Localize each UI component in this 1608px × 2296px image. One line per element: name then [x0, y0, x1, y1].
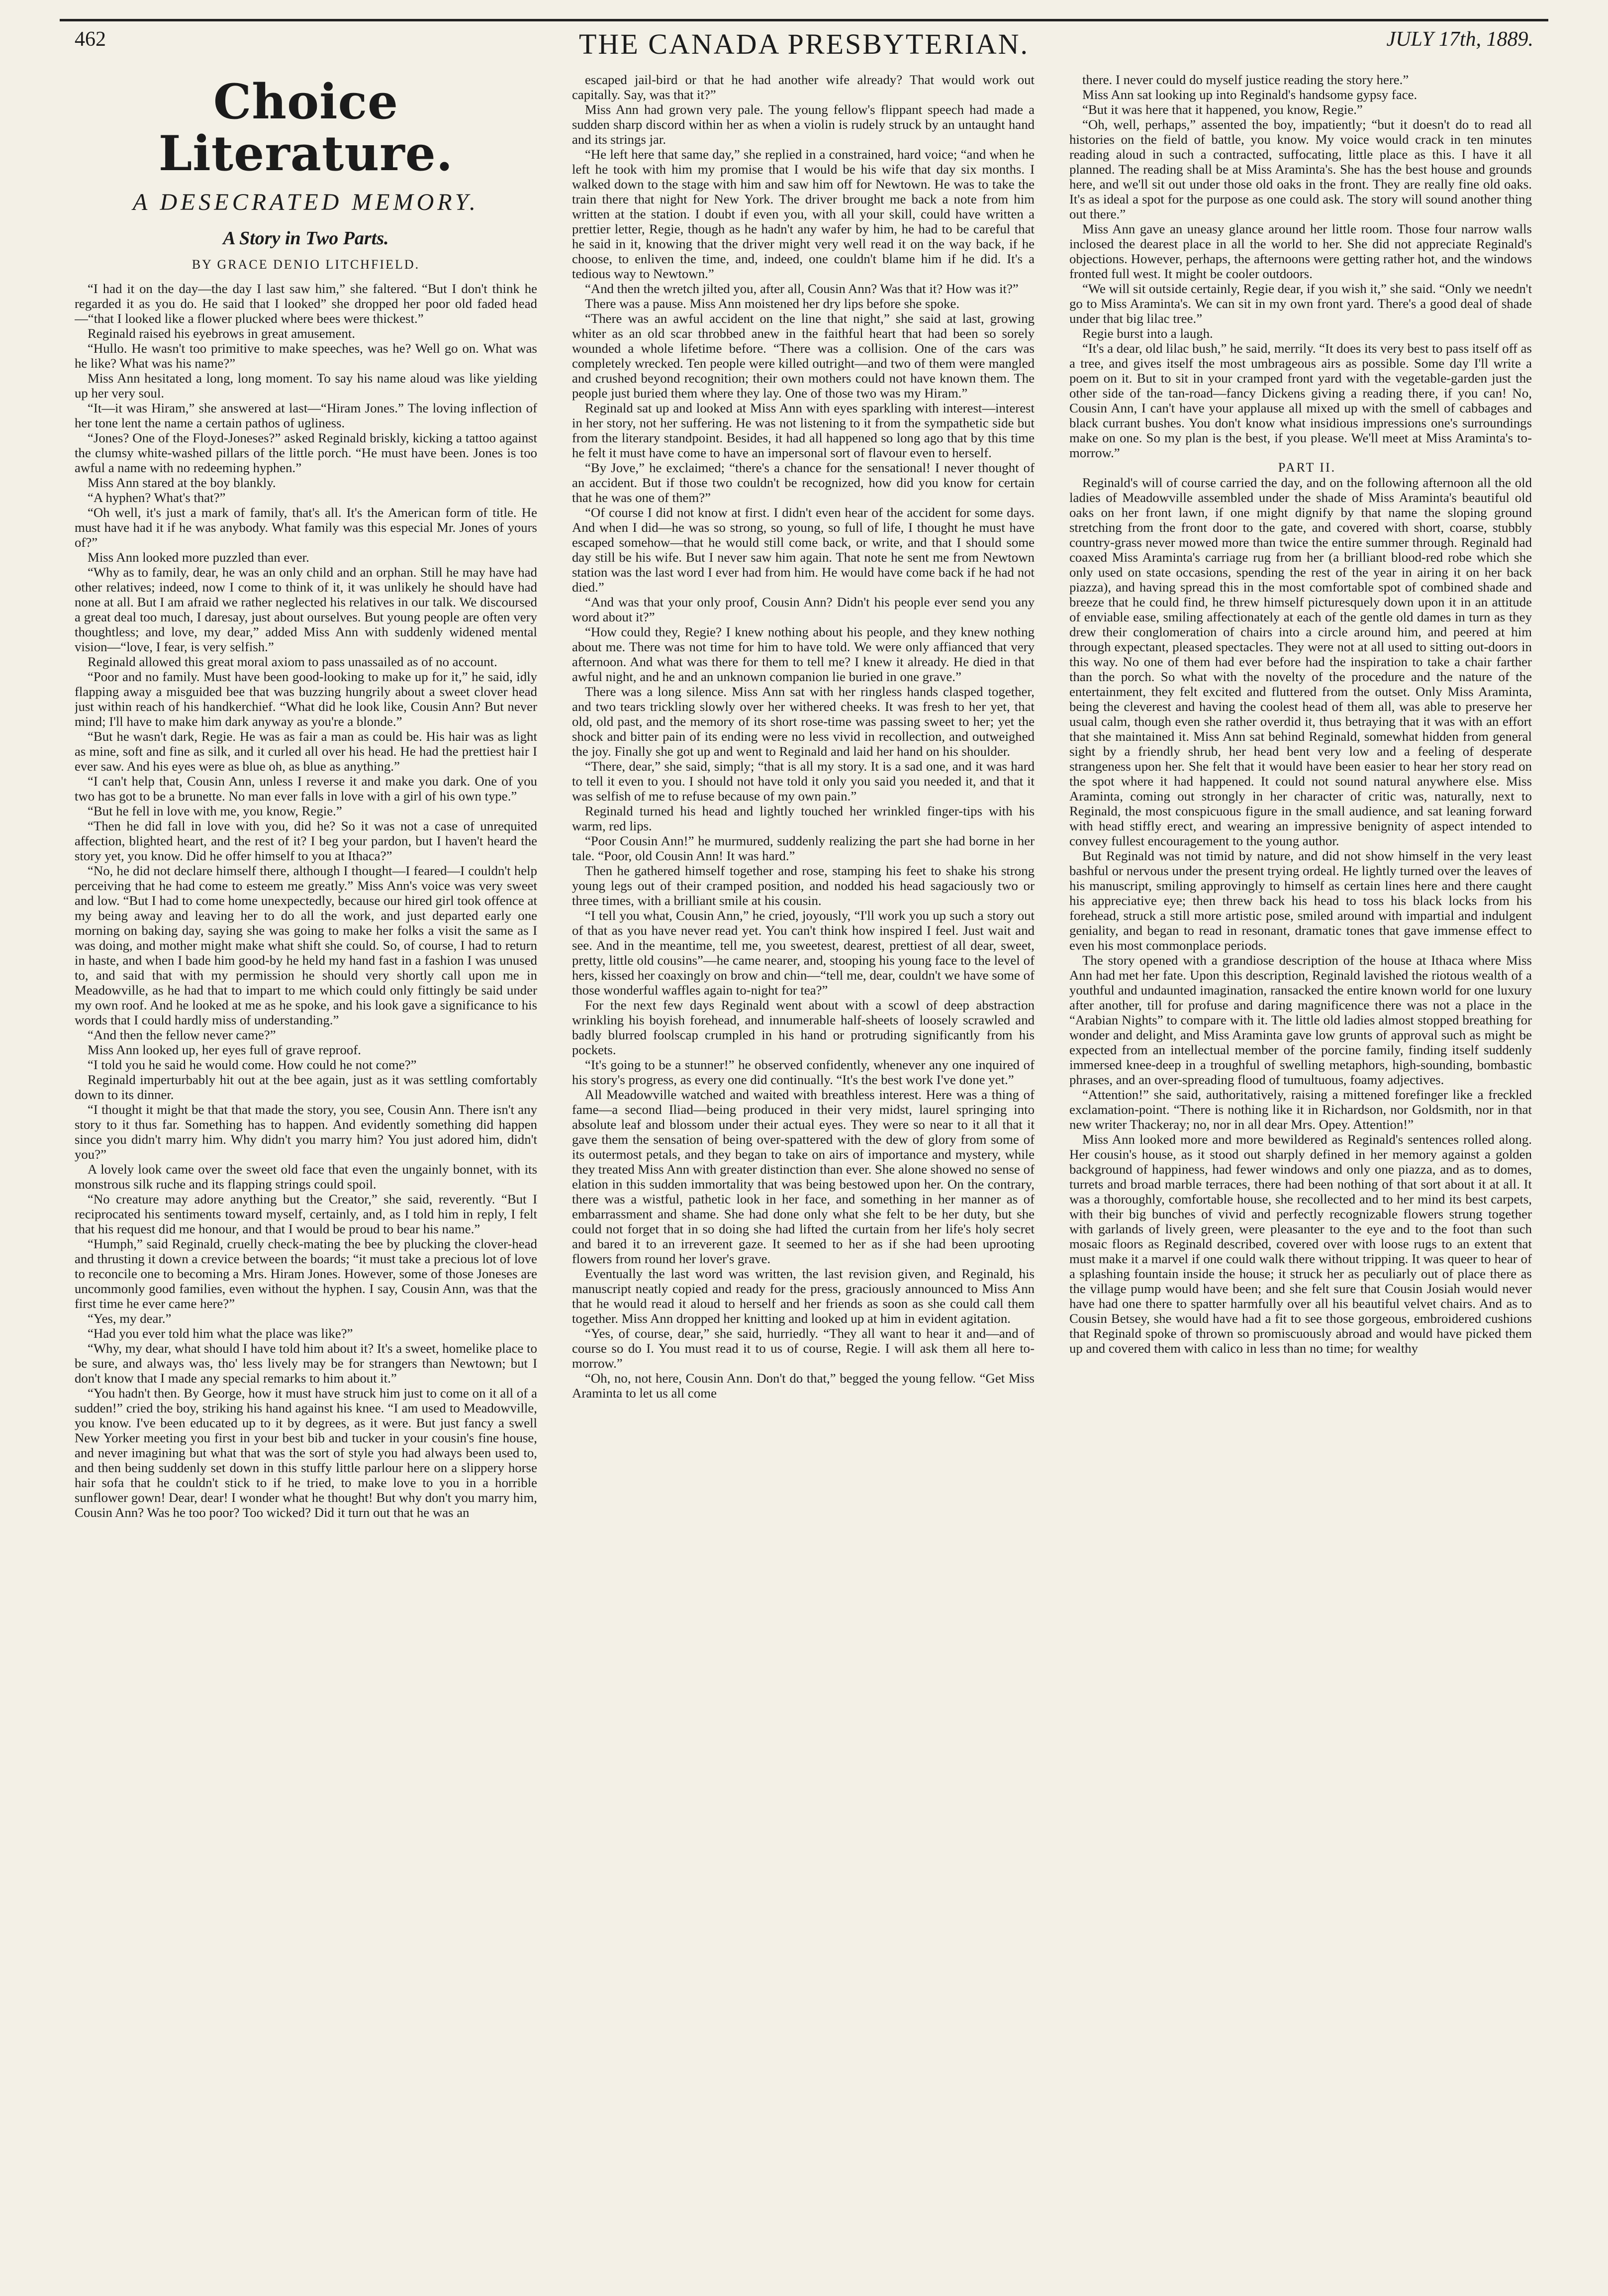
- paragraph: Miss Ann hesitated a long, long moment. To say his name aloud was like yielding up her very soul.: [75, 371, 537, 400]
- page-header: [75, 27, 1533, 67]
- paragraph: “No creature may adore anything but the Creator,” she said, reverently. “But I reciprocated his sentiments toward myself, certainly, and, as I told him in reply, I felt that his request did me honour, and that I would be proud to bear his name.”: [75, 1192, 537, 1236]
- paragraph: “It's going to be a stunner!” he observed confidently, whenever any one inquired of his story's progress, as every one did continually. “It's the best work I've done yet.”: [572, 1057, 1035, 1087]
- paragraph: “By Jove,” he exclaimed; “there's a chance for the sensational! I never thought of an accident. But if those two couldn't be recognized, how did you know for certain that he was one of them?”: [572, 460, 1035, 505]
- paragraph: “It's a dear, old lilac bush,” he said, merrily. “It does its very best to pass itself off as a tree, and gives itself the most umbrageous airs as possible. Some day I'll write a poem on it. But to sit in your cramped front yard with the vegetable-garden just the other side of the tan-road—fancy Dickens giving a reading there, if you can! No, Cousin Ann, I can't have your applause all mixed up with the smell of cabbages and black currant bushes. You don't know what insidious impressions one's surroundings make on one. So my plan is the best, if you please. We'll meet at Miss Araminta's to-morrow.”: [1069, 341, 1532, 460]
- paragraph: there. I never could do myself justice reading the story here.”: [1082, 72, 1409, 87]
- paragraph: “I had it on the day—the day I last saw him,” she faltered. “But I don't think he regarded it as you do. He said that I looked” she dropped her poor old faded head—“that I looked like a flower plucked where bees were thickest.”: [75, 281, 537, 326]
- paragraph: “He left here that same day,” she replied in a constrained, hard voice; “and when he left he took with him my promise that I would be his wife that day six months. I walked down to the stage with him and saw him off for Newtown. He was to take the train there that night for New York. The driver brought me back a note from him written at the station. I doubt if even you, with all your skill, could have written a prettier letter, Regie, though as he hadn't any wafer by him, he had to be careful that he said in it, knowing that the driver might very well read it on the way back, if he choose, to enliven the time, and, indeed, one couldn't blame him if he did. It's a tedious way to Newtown.”: [572, 147, 1035, 281]
- header-rule: [60, 19, 1548, 21]
- paragraph: “No, he did not declare himself there, although I thought—I feared—I couldn't help perceiving that he had come to esteem me greatly.” Miss Ann's voice was very sweet and low. “But I had to come home unexpectedly, because our hired girl took offence at my being away and leaving her to do all the work, and just departed early one morning on baking day, saying she was going to make her folks a visit the same as I was doing, and mother might make what shift she could. So, of course, I had to return in haste, and when I bade him good-by he held my hand fast in a fashion I was unused to, and said that with my permission he should very shortly call upon me in Meadowville, as he had that to impart to me which could only fittingly be said under my own roof. And he looked at me as he spoke, and his look gave a significance to his words that I could hardly miss of understanding.”: [75, 863, 537, 1027]
- paragraph: “Oh, no, not here, Cousin Ann. Don't do that,” begged the young fellow. “Get Miss Araminta to let us all come: [572, 1371, 1035, 1400]
- paragraph: “A hyphen? What's that?”: [88, 490, 226, 505]
- paragraph: Reginald allowed this great moral axiom to pass unassailed as of no account.: [88, 654, 497, 669]
- paragraph: Reginald turned his head and lightly touched her wrinkled finger-tips with his warm, red lips.: [572, 803, 1035, 833]
- paragraph: “Oh well, it's just a mark of family, that's all. It's the American form of title. He must have had it if he was anybody. What family was this especial Mr. Jones of yours of?”: [75, 505, 537, 550]
- paragraph: “Poor Cousin Ann!” he murmured, suddenly realizing the part she had borne in her tale. “Poor, old Cousin Ann! It was hard.”: [572, 833, 1035, 863]
- paragraph: “But he wasn't dark, Regie. He was as fair a man as could be. His hair was as light as mine, soft and fine as silk, and it curled all over his head. He had the prettiest hair I ever saw. And his eyes were as blue oh, as blue as anything.”: [75, 729, 537, 774]
- paragraph: “Had you ever told him what the place was like?”: [88, 1326, 353, 1341]
- paragraph: Miss Ann looked up, her eyes full of grave reproof.: [88, 1042, 361, 1057]
- story-subtitle: A Story in Two Parts.: [223, 228, 389, 249]
- page-number: 462: [75, 28, 106, 51]
- paragraph: There was a long silence. Miss Ann sat with her ringless hands clasped together, and two tears trickling slowly over her withered cheeks. It was fresh to her yet, that old, old past, and the memory of its short rose-time was passing sweet to her; yet the shock and bitter pain of its ending were no less vivid in recollection, and outweighed the joy. Finally she got up and went to Reginald and laid her hand on his shoulder.: [572, 684, 1035, 759]
- paragraph: “I tell you what, Cousin Ann,” he cried, joyously, “I'll work you up such a story out of that as you have never read yet. You can't think how inspired I feel. Just wait and see. And in the meantime, tell me, you sweetest, dearest, prettiest of all dear, sweet, pretty, little old cousins”—he came nearer, and, stooping his young face to the level of hers, kissed her coaxingly on brow and chin—“tell me, dear, couldn't we have some of those wonderful waffles again to-night for tea?”: [572, 908, 1035, 998]
- paragraph: “Attention!” she said, authoritatively, raising a mittened forefinger like a freckled exclamation-point. “There is nothing like it in Richardson, nor Goldsmith, nor in that new writer Thackeray; no, nor in all dear Mrs. Opey. Attention!”: [1069, 1087, 1532, 1132]
- paragraph: “Humph,” said Reginald, cruelly check-mating the bee by plucking the clover-head and thrusting it down a crevice between the boards; “it must take a precious lot of love to reconcile one to becoming a Mrs. Hiram Jones. However, some of those Joneses are uncommonly good families, even without the hyphen. I say, Cousin Ann, was that the first time he ever came here?”: [75, 1236, 537, 1311]
- paragraph: A lovely look came over the sweet old face that even the ungainly bonnet, with its monstrous silk ruche and its flapping strings could spoil.: [75, 1162, 537, 1192]
- paragraph: But Reginald was not timid by nature, and did not show himself in the very least bashful or nervous under the present trying ordeal. He lightly turned over the leaves of his manuscript, smiling approvingly to himself as certain lines here and there caught his appreciative eye; then threw back his head to toss his black locks from his forehead, struck a still more artistic pose, smiled around with impartial and indulgent geniality, and began to read in resonant, dramatic tones that gave immense effect to even his most commonplace periods.: [1069, 848, 1532, 953]
- paragraph: Reginald sat up and looked at Miss Ann with eyes sparkling with interest—interest in her story, not her suffering. He was not listening to it from the sympathetic side but from the literary standpoint. Besides, it had all happened so long ago that by this time he felt it must have come to have an impersonal sort of flavour even to herself.: [572, 400, 1035, 460]
- masthead: THE CANADA PRESBYTERIAN.: [579, 28, 1029, 60]
- paragraph: “Of course I did not know at first. I didn't even hear of the accident for some days. And when I did—he was so strong, so young, so full of life, I thought he must have escaped somehow—that he would still come back, or write, and that I should some day still be his wife. But I never saw him again. That note he sent me from Newtown station was the last word I ever had from him. He would have come back if he had not died.”: [572, 505, 1035, 595]
- paragraph: “Hullo. He wasn't too primitive to make speeches, was he? Well go on. What was he like? What was his name?”: [75, 341, 537, 371]
- paragraph: All Meadowville watched and waited with breathless interest. Here was a thing of fame—a second Iliad—being produced in their very midst, laurel springing into absolute leaf and blossom under their actual eyes. They were so near to it all that it gave them the sensation of being over-spattered with the dew of glory from some of its outermost petals, and they began to take on airs of importance and mystery, while they treated Miss Ann with greater distinction than ever. She alone showed no sense of elation in this sudden immortality that was being bestowed upon her. On the contrary, there was a wistful, pathetic look in her face, and something in her manner as of embarrassment and shame. She had done only what she felt to be her duty, but she could not forget that in so doing she had lifted the curtain from her life's holy secret and bared it to an irreverent gaze. It seemed to her as if she had been uprooting flowers from round her lover's grave.: [572, 1087, 1035, 1266]
- paragraph: Miss Ann looked more puzzled than ever.: [88, 550, 309, 565]
- paragraph: “There was an awful accident on the line that night,” she said at last, growing whiter as an old scar throbbed anew in the faithful heart that had been so sorely wounded a whole lifetime before. “There was a collision. One of the cars was completely wrecked. Ten people were killed outright—and two of them were mangled and crushed beyond recognition; their own mothers could not have known them. The people just buried them where they lay. One of those two was my Hiram.”: [572, 311, 1035, 400]
- paragraph: Miss Ann sat looking up into Reginald's handsome gypsy face.: [1082, 87, 1418, 102]
- paragraph: “And was that your only proof, Cousin Ann? Didn't his people ever send you any word about it?”: [572, 595, 1035, 624]
- paragraph: “But it was here that it happened, you know, Regie.”: [1082, 102, 1363, 117]
- paragraph: Miss Ann gave an uneasy glance around her little room. Those four narrow walls inclosed the dearest place in all the world to her. She did not appreciate Reginald's objections. However, perhaps, the afternoons were getting rather hot, and the windows fronted full west. It might be cooler outdoors.: [1069, 221, 1532, 281]
- paragraph: “I can't help that, Cousin Ann, unless I reverse it and make you dark. One of you two has got to be a brunette. No man ever falls in love with a girl of his own type.”: [75, 774, 537, 803]
- paragraph: “You hadn't then. By George, how it must have struck him just to come on it all of a sudden!” cried the boy, striking his hand against his knee. “I am used to Meadowville, you know. I've been educated up to it by degrees, as it were. But just fancy a swell New Yorker meeting you first in your best bib and tucker in your cousin's fine house, and never imagining but what that was the sort of style you had always been used to, and then being suddenly set down in this stuffy little parlour here on a slippery horse hair sofa that he couldn't stick to if he tried, to make love to you in a horrible sunflower gown! Dear, dear! I wonder what he thought! But why don't you marry him, Cousin Ann? Was he too poor? Too wicked? Did it turn out that he was an: [75, 1386, 537, 1520]
- paragraph: Reginald imperturbably hit out at the bee again, just as it was settling comfortably down to its dinner.: [75, 1072, 537, 1102]
- paragraph: “Poor and no family. Must have been good-looking to make up for it,” he said, idly flapping away a misguided bee that was buzzing hungrily about a sweet clover head just within reach of his handkerchief. “What did he look like, Cousin Ann? But never mind; I'll have to make him dark anyway as you're a blonde.”: [75, 669, 537, 729]
- article-columns: [75, 72, 1532, 2276]
- paragraph: “But he fell in love with me, you know, Regie.”: [88, 803, 342, 818]
- paragraph: Reginald raised his eyebrows in great amusement.: [88, 326, 356, 341]
- part-heading: PART II.: [1278, 460, 1336, 475]
- paragraph: “Then he did fall in love with you, did he? So it was not a case of unrequited affection, blighted heart, and the rest of it? I beg your pardon, but I haven't heard the story yet, you know. Did he offer himself to you at Ithaca?”: [75, 818, 537, 863]
- paragraph: “How could they, Regie? I knew nothing about his people, and they knew nothing about me. There was not time for him to have told. We were only affianced that very afternoon. And what was there for them to tell me? I knew it already. He died in that awful night, and he and an unknown companion lie buried in one grave.”: [572, 624, 1035, 684]
- byline: BY GRACE DENIO LITCHFIELD.: [191, 257, 420, 272]
- column-1: [75, 72, 537, 2276]
- paragraph: Eventually the last word was written, the last revision given, and Reginald, his manuscript neatly copied and ready for the press, graciously announced to Miss Ann that he would read it aloud to herself and her friends as soon as she could call them together. Miss Ann dropped her knitting and looked up at him in evident agitation.: [572, 1266, 1035, 1326]
- paragraph: Miss Ann stared at the boy blankly.: [88, 475, 276, 490]
- paragraph: There was a pause. Miss Ann moistened her dry lips before she spoke.: [585, 296, 960, 311]
- paragraph: Miss Ann looked more and more bewildered as Reginald's sentences rolled along. Her cousin's house, as it stood out sharply defined in her memory against a golden background of happiness, had fewer windows and only one piazza, and as to domes, turrets and broad marble terraces, there had been nothing of that sort about it at all. It was a thoroughly, comfortable house, she recollected and to her mind its best carpets, with their big bunches of vivid and perfectly recognizable flowers strung together with garlands of lively green, were pleasanter to the eye and to the foot than such mosaic floors as Reginald described, covered over with loose rugs to an extent that must make it a marvel if one could walk there without tripping. It was queer to hear of a splashing fountain inside the house; it struck her as peculiarly out of place there as the village pump would have been; and she felt sure that Cousin Josiah would never have had one there to spatter harmfully over all his beautiful velvet chairs. And as to Cousin Betsey, she would have had a fit to see those gorgeous, embroidered cushions that Reginald spoke of thrown so promiscuously abroad and would have picked them up and covered them with calico in less than no time; for wealthy: [1069, 1132, 1532, 1356]
- column-3: [1069, 72, 1532, 2276]
- paragraph: “Jones? One of the Floyd-Joneses?” asked Reginald briskly, kicking a tattoo against the clumsy white-washed pillars of the little porch. “He must have been. Jones is too awful a name with no redeeming hyphen.”: [75, 430, 537, 475]
- story-title: A DESECRATED MEMORY.: [132, 189, 479, 215]
- paragraph: “And then the fellow never came?”: [88, 1027, 276, 1042]
- paragraph: “It—it was Hiram,” she answered at last—“Hiram Jones.” The loving inflection of her tone lent the name a certain pathos of ugliness.: [75, 400, 537, 430]
- column-2: [572, 72, 1035, 2276]
- paragraph: “There, dear,” she said, simply; “that is all my story. It is a sad one, and it was hard to tell it even to you. I should not have told it only you said you needed it, and that it was selfish of me to refuse because of my own pain.”: [572, 759, 1035, 803]
- paragraph: Miss Ann had grown very pale. The young fellow's flippant speech had made a sudden sharp discord within her as when a violin is rudely struck by an untaught hand and its strings jar.: [572, 102, 1035, 147]
- paragraph: “I thought it might be that that made the story, you see, Cousin Ann. There isn't any story to it thus far. Something has to happen. And evidently something did happen since you didn't marry him. Why didn't you marry him? You just adored him, didn't you?”: [75, 1102, 537, 1162]
- paragraph: “And then the wretch jilted you, after all, Cousin Ann? Was that it? How was it?”: [585, 281, 1019, 296]
- paragraph: “We will sit outside certainly, Regie dear, if you wish it,” she said. “Only we needn't go to Miss Araminta's. We can sit in my own front yard. There's a good deal of shade under that big lilac tree.”: [1069, 281, 1532, 326]
- paragraph: “Oh, well, perhaps,” assented the boy, impatiently; “but it doesn't do to read all histories on the field of battle, you know. My voice would crack in ten minutes reading aloud in such a contracted, suffocating, little place as this. I have it all planned. The reading shall be at Miss Araminta's. She has the best house and grounds here, and we'll sit out under those old oaks in the front. They are really fine old oaks. It's as ideal a spot for the purpose as one could ask. The story will sound another thing out there.”: [1069, 117, 1532, 221]
- paragraph: For the next few days Reginald went about with a scowl of deep abstraction wrinkling his boyish forehead, and innumerable half-sheets of loosely scrawled and badly blurred foolscap crumpled in his hand or protruding significantly from his pockets.: [572, 998, 1035, 1057]
- paragraph: Then he gathered himself together and rose, stamping his feet to shake his strong young legs out of their cramped position, and nodded his head sagaciously two or three times, with a brilliant smile at his cousin.: [572, 863, 1035, 908]
- paragraph: Regie burst into a laugh.: [1082, 326, 1213, 341]
- paragraph: “Yes, of course, dear,” she said, hurriedly. “They all want to hear it and—and of course so do I. You must read it to us of course, Regie. I will ask them all here to-morrow.”: [572, 1326, 1035, 1371]
- paragraph: Reginald's will of course carried the day, and on the following afternoon all the old ladies of Meadowville assembled under the shade of Miss Araminta's beautiful old oaks on her front lawn, if one might dignify by that name the sloping ground stretching from the front door to the gate, and covered with short, coarse, stubbly country-grass never mowed more than twice the entire summer through. Reginald had coaxed Miss Araminta's carriage rug from her (a brilliant blood-red robe which she only used on state occasions, spending the rest of the year in airing it on her back piazza), and having spread this in the most comfortable spot of combined shade and breeze that he could find, he threw himself picturesquely down upon it in an attitude of enviable ease, smiling affectionately at each of the gentle old dames in turn as they drew their conglomeration of chairs into a circle around him, and peered at him through expectant, pleased spectacles. They were not at all used to sitting out-doors in this way. No one of them had ever before had the inspiration to take a chair farther than the porch. So what with the novelty of the procedure and the nature of the entertainment, they felt excited and fluttered from the outset. Only Miss Araminta, being the cleverest and having the coolest head of them all, was able to preserve her usual calm, though even she rather overdid it, thus betraying that it was with an effort that she maintained it. Miss Ann sat behind Reginald, somewhat hidden from general sight by a friendly shrub, her head bent very low and a feeling of desperate strangeness upon her. She felt that it would have been easier to hear her story read on the spot where it had happened. It could not sound natural anywhere else. Miss Araminta, coming out strongly in her character of critic was, naturally, next to Reginald, the most conspicuous figure in the small audience, and sat leaning forward with head stiffly erect, and wearing an impressive benignity of aspect intended to convey fullest encouragement to the young author.: [1069, 475, 1532, 848]
- paragraph: The story opened with a grandiose description of the house at Ithaca where Miss Ann had met her fate. Upon this description, Reginald lavished the riotous wealth of a youthful and undaunted imagination, ransacked the entire known world for one luxury after another, till for profuse and daring magnificence there was not a place in the “Arabian Nights” to compare with it. The little old ladies almost stopped breathing for wonder and delight, and Miss Araminta gave low grunts of approval such as might be expected from an intellectual member of the porcine family, finding itself suddenly immersed knee-deep in a troughful of swelling metaphors, high-sounding, bombastic phrases, and an over-spreading flood of tumultuous, foamy adjectives.: [1069, 953, 1532, 1087]
- paragraph: “I told you he said he would come. How could he not come?”: [88, 1057, 417, 1072]
- paragraph: “Why, my dear, what should I have told him about it? It's a sweet, homelike place to be sure, and always was, tho' less lively may be for strangers than Newtown; but I don't know that I made any special remarks to him about it.”: [75, 1341, 537, 1386]
- paragraph: “Why as to family, dear, he was an only child and an orphan. Still he may have had other relatives; indeed, now I come to think of it, it was unlikely he should have had none at all. But I am afraid we rather neglected his relatives in our talk. We discoursed a great deal too much, I daresay, just about ourselves. But young people are often very thoughtless; and love, my dear,” added Miss Ann with suddenly widened mental vision—“love, I fear, is very selfish.”: [75, 565, 537, 654]
- issue-date: JULY 17th, 1889.: [1386, 28, 1533, 51]
- section-heading: Choice Literature.: [158, 74, 454, 182]
- paragraph: escaped jail-bird or that he had another wife already? That would work out capitally. Say, was that it?”: [572, 72, 1035, 102]
- paragraph: “Yes, my dear.”: [88, 1311, 172, 1326]
